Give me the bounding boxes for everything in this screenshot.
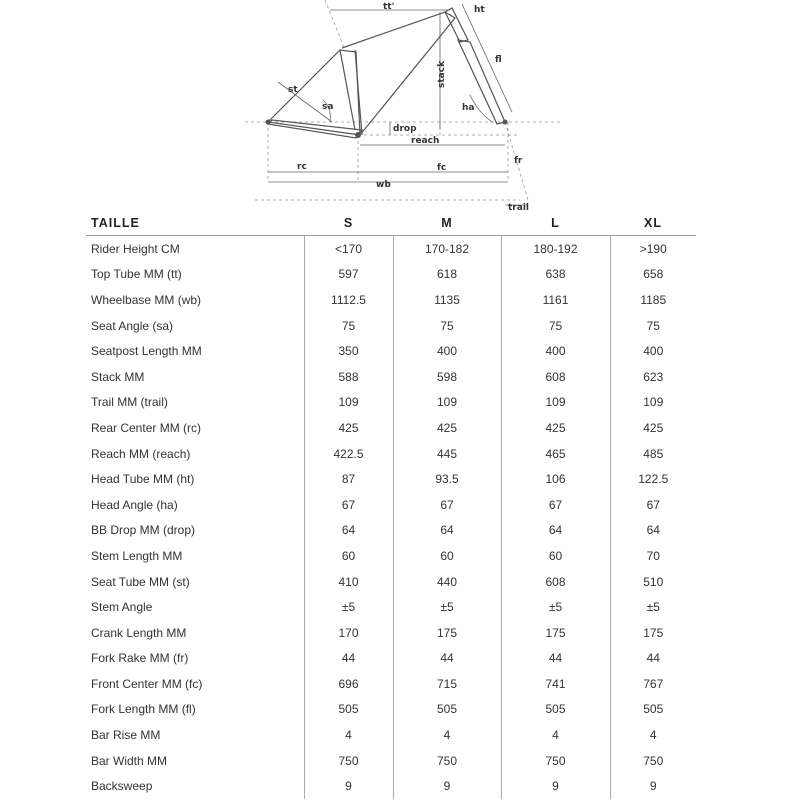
- table-row: [86, 594, 696, 620]
- label-ha: ha: [462, 103, 475, 113]
- row-value: 741: [501, 671, 610, 697]
- table-row: [86, 620, 696, 646]
- row-value: 106: [501, 466, 610, 492]
- label-stack: stack: [437, 60, 447, 88]
- label-wb: wb: [376, 180, 391, 190]
- row-label: Head Tube MM (ht): [91, 472, 195, 487]
- row-value: 44: [501, 646, 610, 672]
- row-label: Bar Rise MM: [91, 728, 161, 743]
- row-value: 64: [393, 518, 501, 544]
- row-value: 658: [610, 262, 696, 288]
- row-value: 425: [501, 415, 610, 441]
- row-value: 597: [304, 262, 393, 288]
- table-header-row: [86, 211, 696, 236]
- row-value: 9: [501, 773, 610, 799]
- row-value: 767: [610, 671, 696, 697]
- row-value: 44: [393, 646, 501, 672]
- row-value: ±5: [304, 594, 393, 620]
- row-label: Seatpost Length MM: [91, 344, 202, 359]
- row-value: 60: [393, 543, 501, 569]
- table-row: [86, 364, 696, 390]
- row-value: 180-192: [501, 236, 610, 262]
- row-value: 608: [501, 569, 610, 595]
- row-label: Trail MM (trail): [91, 395, 168, 410]
- row-value: 170: [304, 620, 393, 646]
- row-value: 425: [393, 415, 501, 441]
- row-value: 410: [304, 569, 393, 595]
- table-row: [86, 390, 696, 416]
- label-fr: fr: [514, 156, 523, 166]
- row-value: 64: [304, 518, 393, 544]
- row-value: 170-182: [393, 236, 501, 262]
- label-drop: drop: [393, 124, 417, 134]
- table-row: [86, 697, 696, 723]
- row-value: 505: [304, 697, 393, 723]
- row-value: 440: [393, 569, 501, 595]
- row-value: 75: [393, 313, 501, 339]
- bike-geometry-diagram: [0, 0, 800, 215]
- label-reach: reach: [411, 136, 440, 146]
- header-size-4: XL: [610, 211, 696, 236]
- row-label: Stem Angle: [91, 600, 153, 615]
- label-tt: tt': [383, 2, 395, 12]
- label-rc: rc: [297, 162, 307, 172]
- row-value: 1185: [610, 287, 696, 313]
- row-label: Stem Length MM: [91, 548, 183, 563]
- row-value: 445: [393, 441, 501, 467]
- row-value: 9: [610, 773, 696, 799]
- row-value: <170: [304, 236, 393, 262]
- row-label: Fork Rake MM (fr): [91, 651, 189, 666]
- row-label: Wheelbase MM (wb): [91, 292, 202, 307]
- row-value: 75: [304, 313, 393, 339]
- row-value: 618: [393, 262, 501, 288]
- row-value: 400: [501, 338, 610, 364]
- row-label: Top Tube MM (tt): [91, 267, 182, 282]
- table-row: [86, 262, 696, 288]
- header-size-2: M: [393, 211, 501, 236]
- label-trail: trail: [508, 203, 529, 213]
- row-value: 87: [304, 466, 393, 492]
- table-row: [86, 646, 696, 672]
- row-label: Head Angle (ha): [91, 497, 178, 512]
- row-value: 75: [501, 313, 610, 339]
- row-value: 696: [304, 671, 393, 697]
- row-value: 510: [610, 569, 696, 595]
- row-value: ±5: [393, 594, 501, 620]
- row-label: Stack MM: [91, 369, 145, 384]
- row-value: 505: [393, 697, 501, 723]
- row-value: 109: [501, 390, 610, 416]
- row-value: 750: [393, 748, 501, 774]
- row-value: 505: [610, 697, 696, 723]
- label-st: st: [288, 85, 298, 95]
- row-value: >190: [610, 236, 696, 262]
- row-label: Seat Tube MM (st): [91, 574, 190, 589]
- header-taille: TAILLE: [86, 211, 304, 236]
- row-value: 60: [501, 543, 610, 569]
- table-row: [86, 466, 696, 492]
- row-label: Backsweep: [91, 779, 153, 794]
- row-value: 64: [610, 518, 696, 544]
- row-value: 109: [610, 390, 696, 416]
- table-row: [86, 543, 696, 569]
- table-row: [86, 338, 696, 364]
- row-value: 400: [610, 338, 696, 364]
- table-row: [86, 748, 696, 774]
- table-row: [86, 415, 696, 441]
- label-fc: fc: [437, 163, 447, 173]
- table-row: [86, 671, 696, 697]
- row-value: 60: [304, 543, 393, 569]
- row-value: 67: [304, 492, 393, 518]
- row-value: 425: [304, 415, 393, 441]
- geometry-table: [86, 211, 696, 799]
- row-value: 67: [393, 492, 501, 518]
- row-value: 75: [610, 313, 696, 339]
- row-label: Crank Length MM: [91, 625, 187, 640]
- row-value: 350: [304, 338, 393, 364]
- row-value: 588: [304, 364, 393, 390]
- row-value: 505: [501, 697, 610, 723]
- row-value: ±5: [501, 594, 610, 620]
- row-value: 9: [393, 773, 501, 799]
- row-label: BB Drop MM (drop): [91, 523, 196, 538]
- table-row: [86, 518, 696, 544]
- row-value: 750: [501, 748, 610, 774]
- table-row: [86, 441, 696, 467]
- table-row: [86, 569, 696, 595]
- row-value: 485: [610, 441, 696, 467]
- row-label: Seat Angle (sa): [91, 318, 174, 333]
- row-value: 1161: [501, 287, 610, 313]
- row-label: Bar Width MM: [91, 753, 168, 768]
- row-value: 4: [304, 722, 393, 748]
- row-value: 122.5: [610, 466, 696, 492]
- row-label: Rider Height CM: [91, 241, 180, 256]
- row-value: 175: [501, 620, 610, 646]
- row-label: Front Center MM (fc): [91, 676, 203, 691]
- row-value: 598: [393, 364, 501, 390]
- row-value: 67: [610, 492, 696, 518]
- table-row: [86, 722, 696, 748]
- row-value: 64: [501, 518, 610, 544]
- row-value: 70: [610, 543, 696, 569]
- row-value: 422.5: [304, 441, 393, 467]
- row-value: 623: [610, 364, 696, 390]
- row-value: 93.5: [393, 466, 501, 492]
- row-value: ±5: [610, 594, 696, 620]
- row-value: 715: [393, 671, 501, 697]
- label-sa: sa: [322, 102, 334, 112]
- row-value: 175: [610, 620, 696, 646]
- row-value: 1112.5: [304, 287, 393, 313]
- row-value: 638: [501, 262, 610, 288]
- reference-lines: [245, 0, 560, 200]
- table-body: [86, 236, 696, 800]
- table-row: [86, 773, 696, 799]
- row-value: 109: [304, 390, 393, 416]
- table-row: [86, 236, 696, 262]
- row-value: 4: [610, 722, 696, 748]
- row-label: Fork Length MM (fl): [91, 702, 196, 717]
- row-value: 9: [304, 773, 393, 799]
- row-value: 175: [393, 620, 501, 646]
- row-value: 608: [501, 364, 610, 390]
- table-row: [86, 313, 696, 339]
- bike-frame: [268, 8, 505, 138]
- label-ht: ht: [474, 5, 485, 15]
- row-value: 400: [393, 338, 501, 364]
- row-value: 4: [501, 722, 610, 748]
- header-size-3: L: [501, 211, 610, 236]
- row-value: 4: [393, 722, 501, 748]
- table-row: [86, 492, 696, 518]
- row-value: 67: [501, 492, 610, 518]
- label-fl: fl: [495, 55, 502, 65]
- row-label: Rear Center MM (rc): [91, 420, 202, 435]
- row-value: 44: [610, 646, 696, 672]
- row-value: 1135: [393, 287, 501, 313]
- dimension-lines: [268, 4, 528, 205]
- row-value: 44: [304, 646, 393, 672]
- row-label: Reach MM (reach): [91, 446, 191, 461]
- table-row: [86, 287, 696, 313]
- row-value: 465: [501, 441, 610, 467]
- header-size-1: S: [304, 211, 393, 236]
- row-value: 750: [610, 748, 696, 774]
- row-value: 425: [610, 415, 696, 441]
- row-value: 750: [304, 748, 393, 774]
- row-value: 109: [393, 390, 501, 416]
